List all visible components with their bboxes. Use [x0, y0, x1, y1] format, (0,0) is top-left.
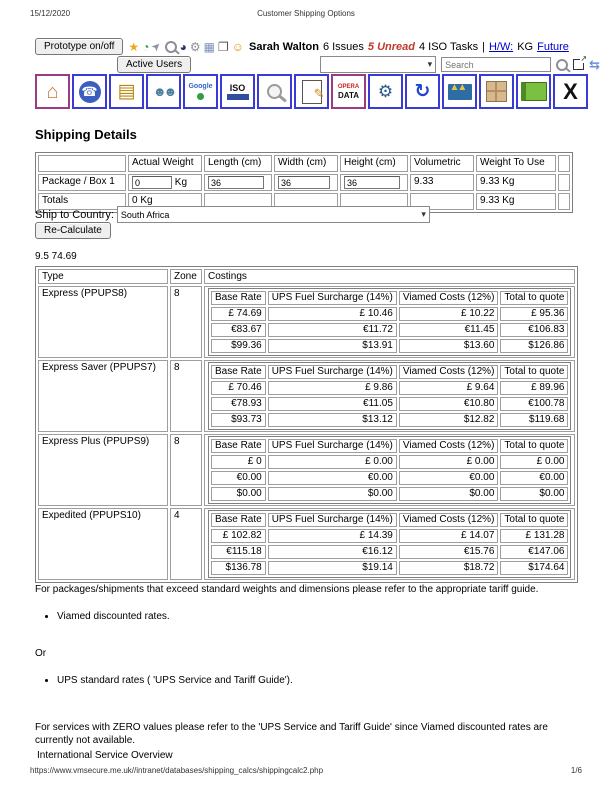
google-icon: Google [188, 83, 213, 90]
ship-to-label: Ship to Country: [35, 208, 114, 221]
service-row-expedited [38, 508, 575, 580]
sub-header-fuel: UPS Fuel Surcharge (14%) [268, 513, 397, 527]
header-height: Height (cm) [340, 155, 408, 172]
or-text: Or [35, 648, 47, 659]
cost-cell: $126.86 [500, 339, 568, 353]
cost-cell: $19.14 [268, 561, 397, 575]
debug-values-text: 9.5 74.69 [35, 251, 77, 262]
width-cell [274, 174, 338, 191]
package-row [38, 174, 570, 191]
actual-weight-cell [128, 174, 202, 191]
costings-subtable [208, 510, 571, 578]
green-book-icon [521, 82, 547, 101]
cost-cell: €10.80 [399, 397, 499, 411]
copy-icon[interactable]: ❐ [218, 39, 229, 54]
navigation-arrows-icon[interactable]: ⇆ [589, 56, 600, 72]
cost-cell: $18.72 [399, 561, 499, 575]
iso-icon: ISO [229, 82, 246, 93]
cost-cell: $119.68 [500, 413, 568, 427]
reports-button[interactable] [442, 74, 477, 109]
usd-row [211, 413, 568, 427]
col-type: Type [38, 269, 168, 284]
cost-cell: €0.00 [268, 471, 397, 485]
photo-icon[interactable]: ▦ [203, 39, 216, 54]
clock-icon[interactable]: ◔ [142, 39, 150, 54]
ship-to-country-value: South Africa [120, 209, 170, 220]
chevron-down-icon: ▾ [421, 209, 426, 219]
col-costings: Costings [204, 269, 575, 284]
cost-cell: £ 70.46 [211, 381, 266, 395]
kg-label: KG [517, 40, 534, 53]
globe-icon[interactable]: ◕ [179, 39, 187, 54]
volumetric-value: 9.33 [410, 174, 474, 191]
cost-cell: £ 14.39 [268, 529, 397, 543]
close-button[interactable] [553, 74, 588, 109]
eur-row [211, 471, 568, 485]
search-tool-button[interactable] [257, 74, 292, 109]
eur-row [211, 323, 568, 337]
cost-cell: $93.73 [211, 413, 266, 427]
sub-header-viamed: Viamed Costs (12%) [399, 439, 499, 453]
service-costings [204, 360, 575, 432]
cost-cell: £ 102.82 [211, 529, 266, 543]
unread-count: 5 Unread [367, 40, 415, 53]
service-zone: 8 [170, 360, 202, 432]
totals-label: Totals [38, 193, 126, 210]
footnotes [35, 583, 587, 762]
usd-row [211, 487, 568, 501]
opera-data-label: DATA [337, 90, 360, 100]
header-line-2 [35, 56, 600, 73]
magnifying-glass-icon [267, 84, 282, 99]
header-length: Length (cm) [204, 155, 272, 172]
recalculate-button[interactable]: Re-Calculate [35, 222, 111, 239]
shipping-header-row [38, 155, 570, 172]
cost-cell: £ 0 [211, 455, 266, 469]
cost-cell: £ 131.28 [500, 529, 568, 543]
home-button[interactable] [35, 74, 70, 109]
divider: | [482, 40, 485, 53]
user-status-text [249, 41, 569, 53]
service-costings [204, 434, 575, 506]
length-input[interactable] [208, 176, 264, 189]
costings-subtable [208, 436, 571, 504]
header-spacer [558, 155, 570, 172]
cost-cell: £ 95.36 [500, 307, 568, 321]
cost-cell: £ 89.96 [500, 381, 568, 395]
sub-header-viamed: Viamed Costs (12%) [399, 291, 499, 305]
sub-header-total: Total to quote [500, 365, 568, 379]
service-costings [204, 286, 575, 358]
prototype-toggle-button[interactable]: Prototype on/off [35, 38, 123, 55]
usd-row [211, 339, 568, 353]
cost-cell: $13.12 [268, 413, 397, 427]
sub-header-base-rate: Base Rate [211, 291, 266, 305]
opera-icon: OPERA [337, 83, 360, 90]
totals-weight-to-use: 9.33 Kg [476, 193, 556, 210]
costings-table [35, 266, 578, 583]
service-costings [204, 508, 575, 580]
cost-cell: €115.18 [211, 545, 266, 559]
print-page-number: 1/6 [570, 766, 582, 775]
weight-unit: Kg [174, 177, 188, 189]
cost-cell: $12.82 [399, 413, 499, 427]
sub-header-total: Total to quote [500, 513, 568, 527]
iso-tasks-count: 4 ISO Tasks [418, 40, 479, 53]
active-users-button[interactable]: Active Users [117, 56, 191, 73]
users-button[interactable] [146, 74, 181, 109]
shipping-details-table [35, 152, 573, 213]
sub-header-base-rate: Base Rate [211, 365, 266, 379]
sub-header-fuel: UPS Fuel Surcharge (14%) [268, 291, 397, 305]
print-title: Customer Shipping Options [257, 9, 355, 18]
cost-cell: €11.45 [399, 323, 499, 337]
archive-button[interactable] [109, 74, 144, 109]
costings-subtable [208, 362, 571, 430]
phone-icon: ☎ [79, 81, 101, 103]
header-status-icons [128, 38, 245, 55]
costings-subtable [208, 288, 571, 356]
cost-cell: £ 0.00 [500, 455, 568, 469]
refresh-icon: ↻ [414, 80, 431, 102]
cost-cell: €100.78 [500, 397, 568, 411]
header-volumetric: Volumetric [410, 155, 474, 172]
cost-cell: €16.12 [268, 545, 397, 559]
usd-row [211, 561, 568, 575]
google-button[interactable] [183, 74, 218, 109]
chevron-down-icon: ▾ [427, 59, 433, 69]
chart-folder-icon [448, 84, 472, 100]
zero-values-note: For services with ZERO values please refer to the 'UPS Service and Tariff Guide' since Viamed discounted rates are currently not available. [35, 722, 548, 746]
cost-cell: $13.60 [399, 339, 499, 353]
header-weight-to-use: Weight To Use [476, 155, 556, 172]
cost-cell: £ 74.69 [211, 307, 266, 321]
document-icon [302, 80, 325, 104]
ship-to-country-select[interactable] [117, 206, 430, 223]
service-type: Express Plus (PPUPS9) [38, 434, 168, 506]
cost-cell: $13.91 [268, 339, 397, 353]
cost-cell: €11.72 [268, 323, 397, 337]
tariff-note: For packages/shipments that exceed standard weights and dimensions please refer to the appropriate tariff guide. [35, 584, 539, 595]
service-zone: 8 [170, 286, 202, 358]
magnifier-icon[interactable] [165, 41, 177, 53]
iso-button[interactable] [220, 74, 255, 109]
sub-header-base-rate: Base Rate [211, 513, 266, 527]
bullet-ups-rates: • UPS standard rates ( 'UPS Service and Tariff Guide'). [57, 674, 587, 687]
settings-button[interactable] [368, 74, 403, 109]
cost-cell: €147.06 [500, 545, 568, 559]
cost-cell: €83.67 [211, 323, 266, 337]
sub-header-total: Total to quote [500, 439, 568, 453]
cost-cell: $0.00 [268, 487, 397, 501]
gbp-row [211, 455, 568, 469]
service-type: Express Saver (PPUPS7) [38, 360, 168, 432]
eur-row [211, 545, 568, 559]
header-actual-weight: Actual Weight [128, 155, 202, 172]
search-input[interactable] [441, 57, 551, 72]
international-service-overview: International Service Overview [37, 750, 173, 761]
height-input[interactable] [344, 176, 400, 189]
service-type: Expedited (PPUPS10) [38, 508, 168, 580]
help-icon[interactable]: ☺ [231, 39, 245, 54]
package-icon [486, 81, 507, 102]
cost-cell: $99.36 [211, 339, 266, 353]
cost-cell: £ 9.64 [399, 381, 499, 395]
actual-weight-input[interactable] [132, 176, 172, 189]
issues-count: 6 Issues [322, 40, 364, 53]
google-dot-icon [197, 93, 204, 100]
cost-cell: £ 10.46 [268, 307, 397, 321]
bullet-viamed-rates: • Viamed discounted rates. [57, 610, 587, 623]
cost-cell: £ 0.00 [399, 455, 499, 469]
star-icon[interactable]: ★ [128, 39, 140, 54]
cost-cell: €15.76 [399, 545, 499, 559]
totals-weight: 0 Kg [128, 193, 202, 210]
width-input[interactable] [278, 176, 330, 189]
cost-cell: £ 0.00 [268, 455, 397, 469]
cost-cell: €106.83 [500, 323, 568, 337]
pencil-icon: ✎ [313, 85, 325, 101]
app-header [35, 38, 600, 73]
costings-header-row [38, 269, 575, 284]
cost-cell: €78.93 [211, 397, 266, 411]
refresh-button[interactable] [405, 74, 440, 109]
print-url: https://www.vmsecure.me.uk//intranet/databases/shipping_calcs/shippingcalc2.php [30, 766, 324, 775]
manual-button[interactable] [516, 74, 551, 109]
edit-button[interactable] [294, 74, 329, 109]
cost-cell: €0.00 [500, 471, 568, 485]
sub-header-fuel: UPS Fuel Surcharge (14%) [268, 365, 397, 379]
print-date: 15/12/2020 [30, 9, 71, 18]
eur-row [211, 397, 568, 411]
treasure-chest-icon: ▤ [117, 80, 136, 102]
service-zone: 4 [170, 508, 202, 580]
header-width: Width (cm) [274, 155, 338, 172]
cost-cell: $0.00 [500, 487, 568, 501]
hw-link[interactable]: H/W: [488, 40, 514, 53]
header-line-1 [35, 38, 600, 55]
cost-cell: £ 14.07 [399, 529, 499, 543]
external-link-icon[interactable] [573, 59, 584, 70]
gears-icon: ⚙ [377, 81, 394, 101]
phone-button[interactable] [72, 74, 107, 109]
cost-cell: €0.00 [211, 471, 266, 485]
future-link[interactable]: Future [537, 40, 569, 53]
gbp-row [211, 381, 568, 395]
col-zone: Zone [170, 269, 202, 284]
dart-icon[interactable]: ➤ [149, 38, 165, 55]
cost-cell: €11.05 [268, 397, 397, 411]
search-icon[interactable] [556, 59, 568, 71]
cost-cell: $174.64 [500, 561, 568, 575]
header-search-cluster [320, 56, 600, 73]
cost-cell: €0.00 [399, 471, 499, 485]
users-icon: ☻☻ [152, 84, 175, 99]
sub-header-viamed: Viamed Costs (12%) [399, 365, 499, 379]
cost-cell: £ 9.86 [268, 381, 397, 395]
length-cell [204, 174, 272, 191]
header-blank [38, 155, 126, 172]
weight-to-use-value: 9.33 Kg [476, 174, 556, 191]
page-title: Shipping Details [35, 127, 137, 142]
header-dropdown[interactable] [320, 56, 436, 73]
service-type: Express (PPUPS8) [38, 286, 168, 358]
sub-header-fuel: UPS Fuel Surcharge (14%) [268, 439, 397, 453]
cost-cell: $0.00 [399, 487, 499, 501]
package-button[interactable] [479, 74, 514, 109]
user-name: Sarah Walton [249, 40, 319, 53]
service-row-express-plus [38, 434, 575, 506]
close-icon: X [563, 78, 578, 104]
sub-header-base-rate: Base Rate [211, 439, 266, 453]
gear-icon[interactable]: ⚙ [189, 39, 201, 54]
cost-cell: $136.78 [211, 561, 266, 575]
sub-header-total: Total to quote [500, 291, 568, 305]
package-label: Package / Box 1 [38, 174, 126, 191]
iso-banner-icon [227, 94, 249, 100]
gbp-row [211, 307, 568, 321]
height-cell [340, 174, 408, 191]
opera-data-button[interactable] [331, 74, 366, 109]
main-toolbar [35, 74, 588, 109]
cost-cell: $0.00 [211, 487, 266, 501]
home-icon: ⌂ [46, 80, 59, 103]
service-row-express [38, 286, 575, 358]
ship-to-row [35, 206, 430, 223]
cost-cell: £ 10.22 [399, 307, 499, 321]
service-zone: 8 [170, 434, 202, 506]
service-row-express-saver [38, 360, 575, 432]
sub-header-viamed: Viamed Costs (12%) [399, 513, 499, 527]
gbp-row [211, 529, 568, 543]
